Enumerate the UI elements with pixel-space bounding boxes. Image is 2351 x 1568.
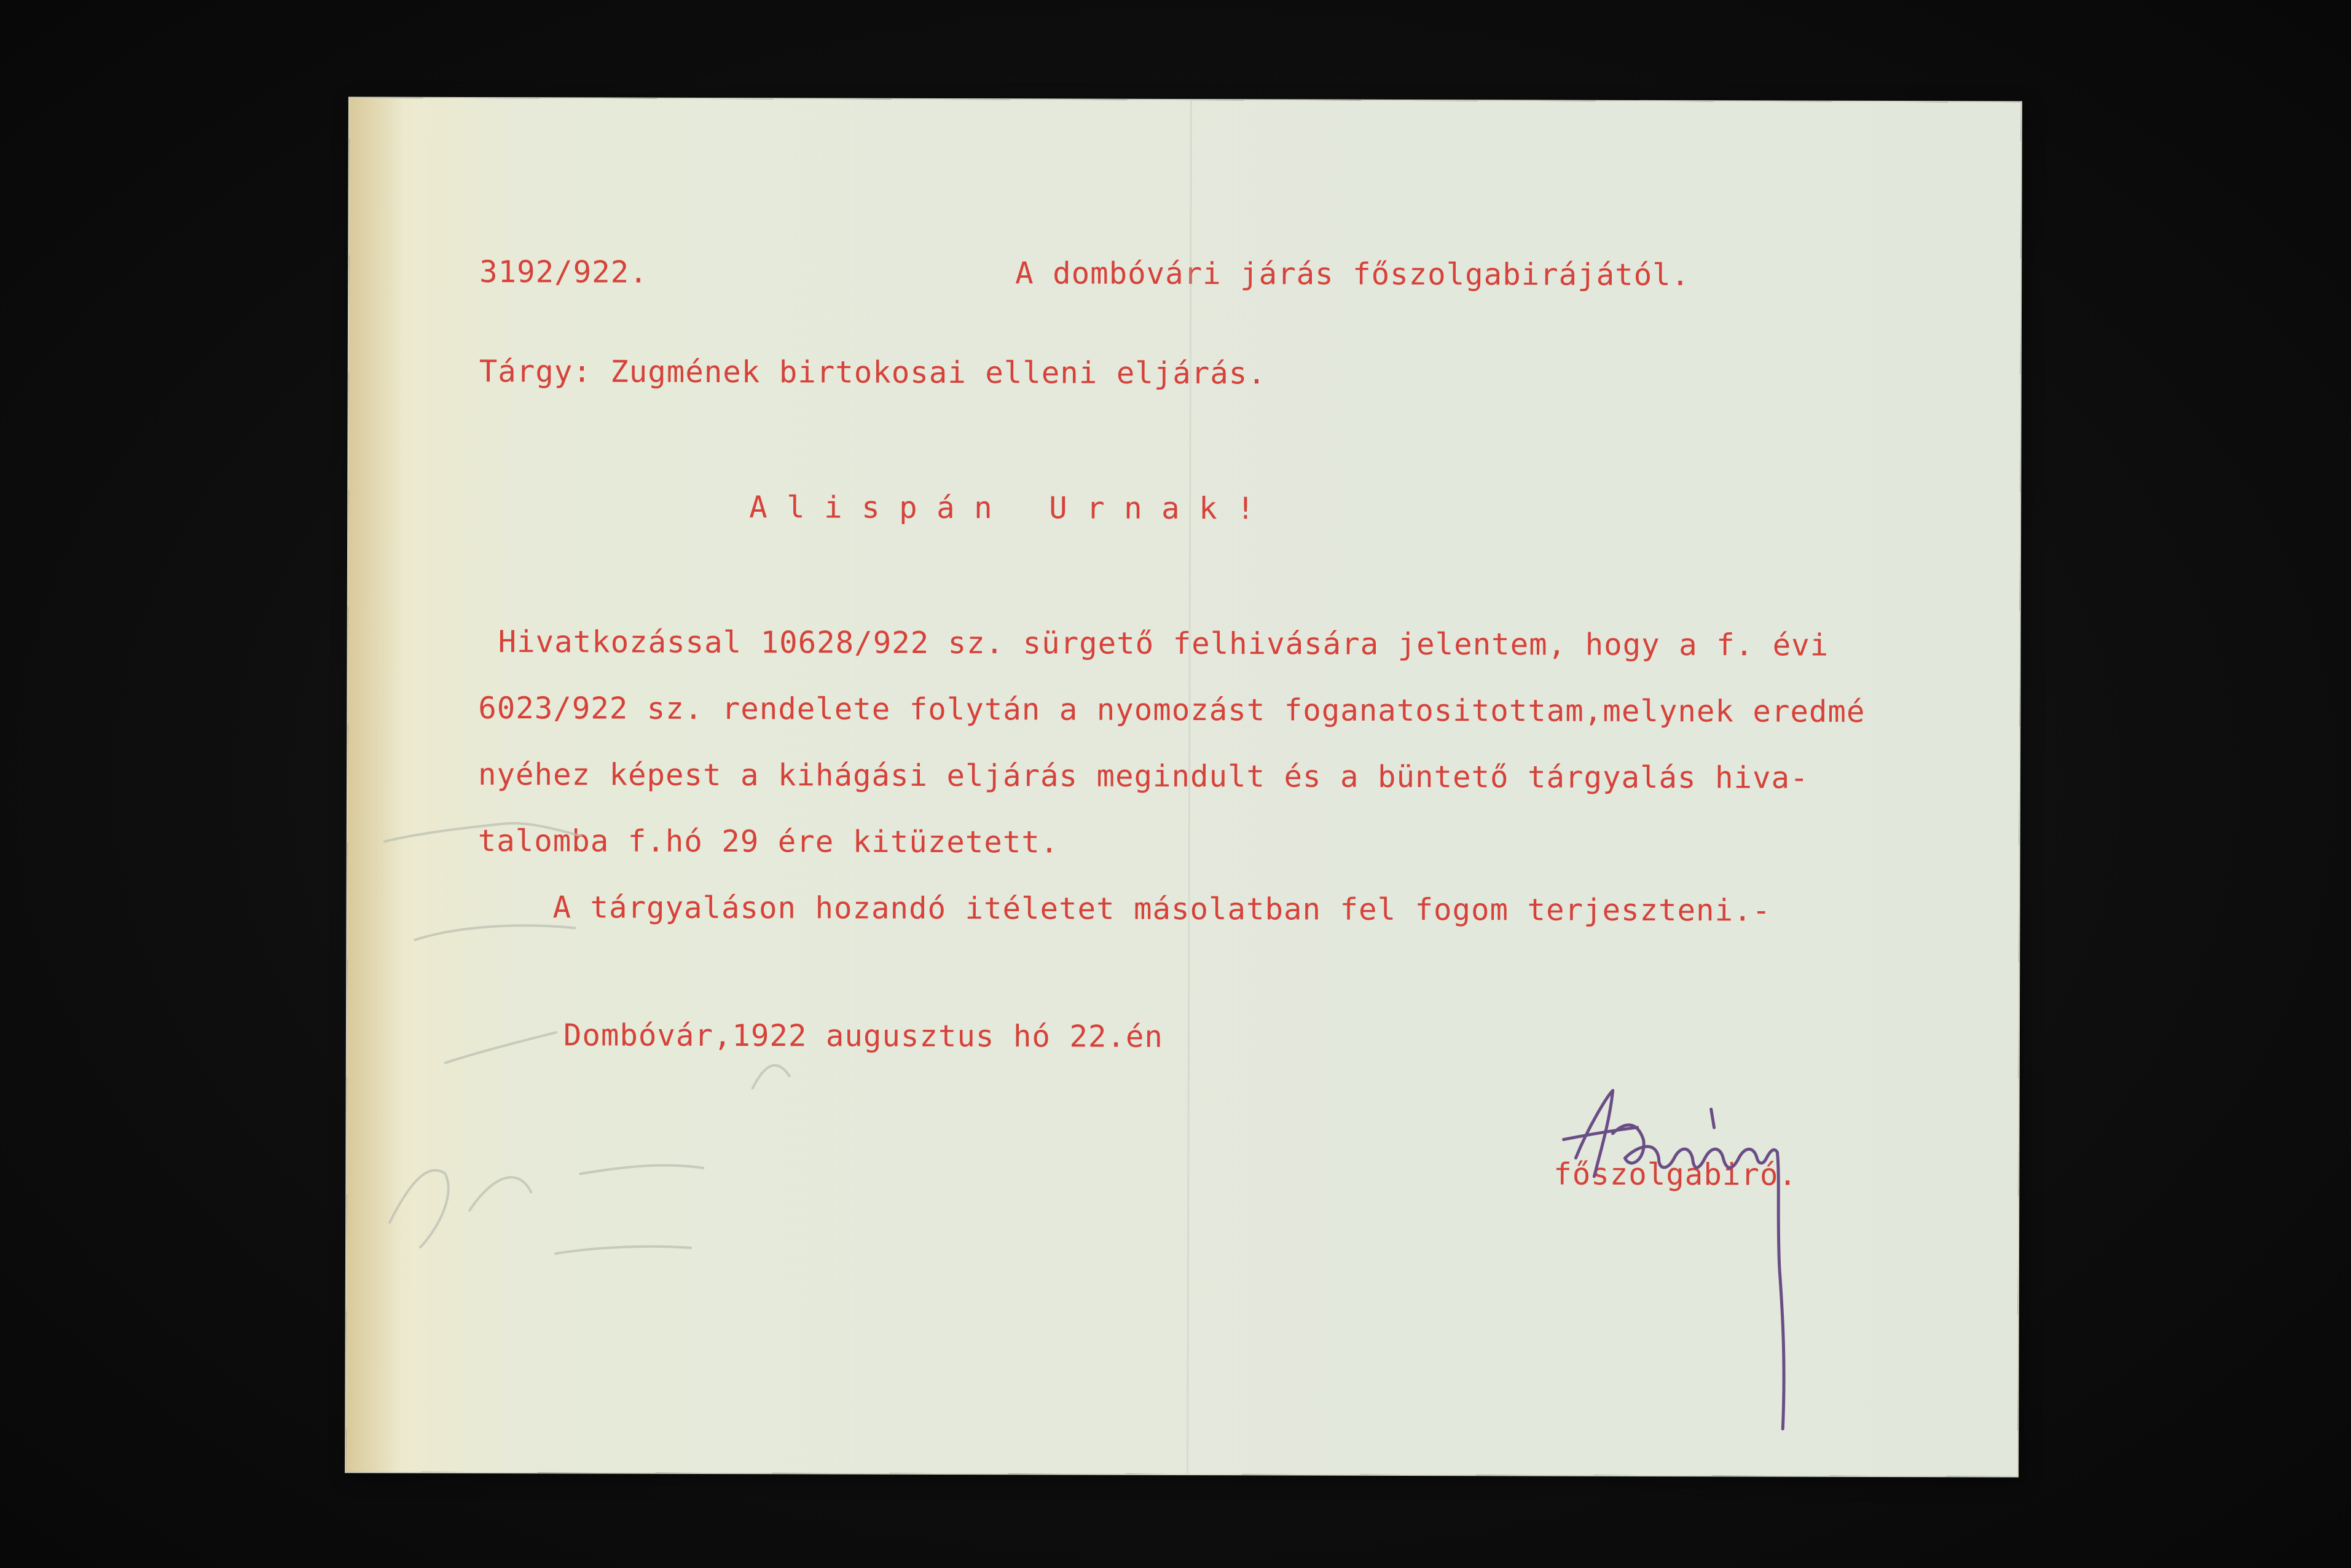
signature-title: főszolgabiró.	[1553, 1156, 1797, 1193]
body-line-2: 6023/922 sz. rendelete folytán a nyomozást foganatositottam,melynek eredmé	[478, 690, 1866, 729]
place-date: Dombóvár,1922 augusztus hó 22.én	[563, 1017, 1164, 1054]
salutation: A l i s p á n U r n a k !	[749, 490, 1255, 527]
reference-number: 3192/922.	[479, 254, 648, 290]
body-line-3: nyéhez képest a kihágási eljárás megindult és a büntető tárgyalás hiva-	[477, 756, 1809, 796]
document-sheet	[346, 98, 2021, 1476]
handwritten-signature	[1550, 974, 1810, 1441]
body-line-4: talomba f.hó 29 ére kitüzetett.	[477, 823, 1059, 860]
subject-line: Tárgy: Zugmének birtokosai elleni eljárás.	[479, 353, 1266, 391]
body-line-5: A tárgyaláson hozandó itéletet másolatban fel fogom terjeszteni.-	[477, 889, 1772, 928]
pencil-marginalia	[371, 743, 987, 1390]
sender-line: A dombóvári járás főszolgabirájától.	[1015, 256, 1690, 293]
body-line-1: Hivatkozással 10628/922 sz. sürgető felhivására jelentem, hogy a f. évi	[498, 624, 1829, 663]
